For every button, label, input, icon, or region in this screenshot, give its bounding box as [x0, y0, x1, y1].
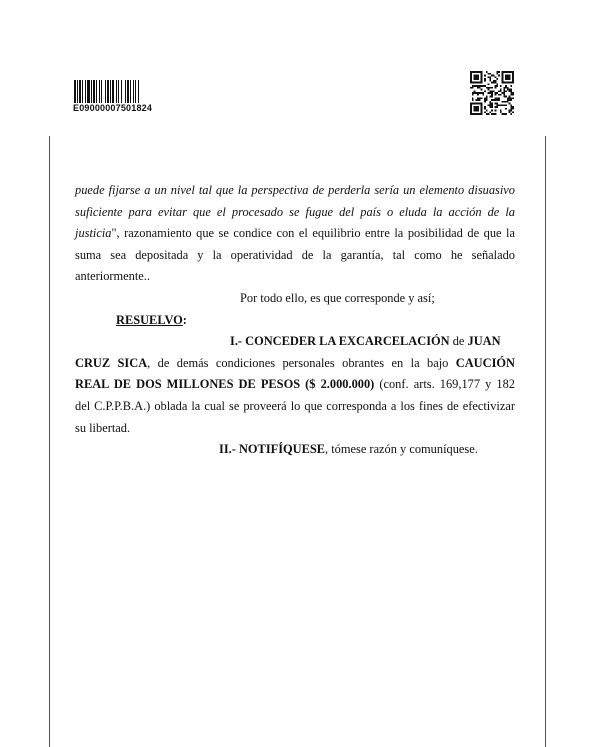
barcode-icon [74, 80, 166, 103]
item-one-line [75, 353, 515, 375]
qr-code-icon [470, 71, 514, 115]
right-margin-line [545, 136, 546, 747]
resuelvo-colon: : [182, 312, 187, 327]
text-run: de [449, 334, 468, 349]
text-run: , tómese razón y comuníquese. [325, 442, 478, 457]
barcode-number: E09000007501824 [73, 103, 153, 113]
paragraph-line: anteriormente.. [75, 269, 150, 284]
resuelvo-label: RESUELVO [116, 312, 183, 327]
text-run: (conf. arts. 169,177 y 182 [374, 377, 515, 392]
paragraph-line: puede fijarse a un nivel tal que la perspectiva de perderla sería un elemento disuasivo [75, 183, 515, 197]
paragraph-line [75, 223, 515, 245]
item-one-heading: I.- CONCEDER LA EXCARCELACIÓN [230, 334, 450, 349]
item-one-line [75, 331, 515, 353]
item-two-line [75, 439, 515, 461]
item-two-heading: II.- NOTIFÍQUESE [219, 442, 326, 457]
caucion-word: CAUCIÓN [455, 355, 515, 370]
item-one-line: su libertad. [75, 420, 131, 435]
text-run: , de demás condiciones personales obrantes en la bajo [147, 355, 456, 370]
left-margin-line [49, 136, 50, 747]
amount-text: REAL DE DOS MILLONES DE PESOS ($ 2.000.000) [75, 377, 375, 392]
text-run: ", razonamiento que se condice con el equilibrio entre la posibilidad de que la [111, 226, 515, 241]
name-part: JUAN [467, 334, 501, 349]
por-todo-line: Por todo ello, es que corresponde y así; [240, 290, 435, 305]
italic-word: justicia [75, 226, 112, 241]
paragraph-line: suficiente para evitar que el procesado se fugue del país o eluda la acción de la [75, 204, 515, 219]
item-one-line: del C.P.P.B.A.) oblada la cual se proveerá lo que corresponda a los fines de efectivizar [75, 398, 515, 413]
document-body [75, 180, 515, 461]
item-one-line [75, 374, 515, 396]
paragraph-line: suma sea depositada y la operatividad de la garantía, tal como he señalado [75, 247, 515, 262]
resuelvo-heading [75, 310, 515, 332]
name-part: CRUZ SICA [75, 355, 148, 370]
